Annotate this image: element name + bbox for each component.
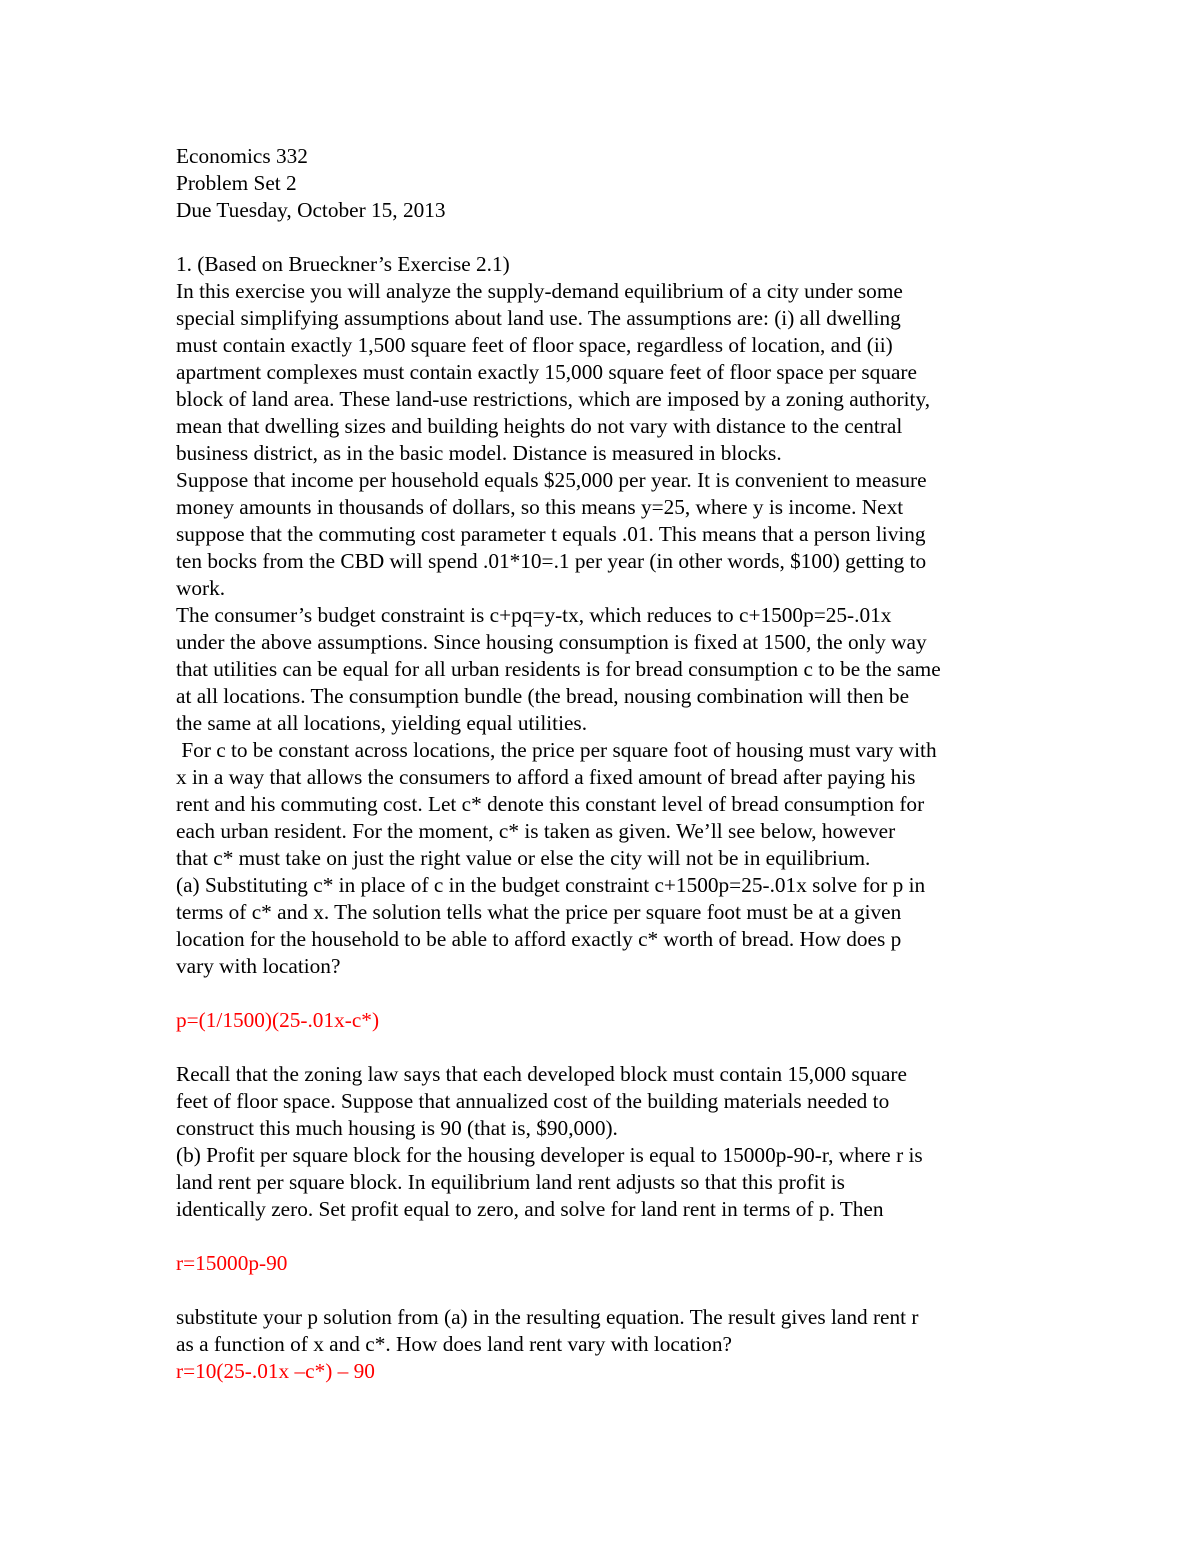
text-line: In this exercise you will analyze the supply-demand equilibrium of a city under some xyxy=(176,279,903,303)
text-line: that utilities can be equal for all urban residents is for bread consumption c to be the same xyxy=(176,657,941,681)
text-line: money amounts in thousands of dollars, so this means y=25, where y is income. Next xyxy=(176,495,904,519)
text-line: (b) Profit per square block for the housing developer is equal to 15000p-90-r, where r is xyxy=(176,1143,923,1167)
text-line: as a function of x and c*. How does land rent vary with location? xyxy=(176,1332,732,1356)
text-line: rent and his commuting cost. Let c* denote this constant level of bread consumption for xyxy=(176,792,925,816)
text-line: work. xyxy=(176,576,226,600)
text-line: that c* must take on just the right value or else the city will not be in equilibrium. xyxy=(176,846,871,870)
text-line: construct this much housing is 90 (that is, $90,000). xyxy=(176,1116,618,1140)
text-line: Recall that the zoning law says that each developed block must contain 15,000 square xyxy=(176,1062,907,1086)
text-line: business district, as in the basic model. Distance is measured in blocks. xyxy=(176,441,782,465)
text-line: at all locations. The consumption bundle (the bread, nousing combination will then be xyxy=(176,684,910,708)
text-line: feet of floor space. Suppose that annualized cost of the building materials needed to xyxy=(176,1089,890,1113)
spacer xyxy=(176,980,1036,1007)
text-line: substitute your p solution from (a) in the resulting equation. The result gives land rent r xyxy=(176,1305,919,1329)
text-line: identically zero. Set profit equal to zero, and solve for land rent in terms of p. Then xyxy=(176,1197,884,1221)
text-line: special simplifying assumptions about land use. The assumptions are: (i) all dwelling xyxy=(176,306,901,330)
due-date: Due Tuesday, October 15, 2013 xyxy=(176,198,446,222)
answer-b-rent-equation: r=15000p-90 xyxy=(176,1251,288,1275)
text-line: land rent per square block. In equilibrium land rent adjusts so that this profit is xyxy=(176,1170,845,1194)
text-line: Suppose that income per household equals $25,000 per year. It is convenient to measure xyxy=(176,468,927,492)
document-page xyxy=(176,143,1036,1385)
text-line: vary with location? xyxy=(176,954,341,978)
spacer xyxy=(176,1034,1036,1061)
answer-b-rent-function: r=10(25-.01x –c*) – 90 xyxy=(176,1359,375,1383)
text-line: apartment complexes must contain exactly 15,000 square feet of floor space per square xyxy=(176,360,917,384)
text-line: For c to be constant across locations, the price per square foot of housing must vary with xyxy=(176,738,937,762)
spacer xyxy=(176,224,1036,251)
text-line: block of land area. These land-use restrictions, which are imposed by a zoning authority, xyxy=(176,387,931,411)
text-line: terms of c* and x. The solution tells what the price per square foot must be at a given xyxy=(176,900,902,924)
text-line: 1. (Based on Brueckner’s Exercise 2.1) xyxy=(176,252,510,276)
text-line: (a) Substituting c* in place of c in the budget constraint c+1500p=25-.01x solve for p in xyxy=(176,873,926,897)
spacer xyxy=(176,1277,1036,1304)
text-line: location for the household to be able to afford exactly c* worth of bread. How does p xyxy=(176,927,902,951)
text-line: each urban resident. For the moment, c* is taken as given. We’ll see below, however xyxy=(176,819,896,843)
spacer xyxy=(176,1223,1036,1250)
problem-set-title: Problem Set 2 xyxy=(176,171,297,195)
text-line: ten bocks from the CBD will spend .01*10=.1 per year (in other words, $100) getting to xyxy=(176,549,927,573)
text-line: suppose that the commuting cost parameter t equals .01. This means that a person living xyxy=(176,522,926,546)
text-line: The consumer’s budget constraint is c+pq=y-tx, which reduces to c+1500p=25-.01x xyxy=(176,603,892,627)
text-line: the same at all locations, yielding equal utilities. xyxy=(176,711,588,735)
course-title: Economics 332 xyxy=(176,144,308,168)
answer-a: p=(1/1500)(25-.01x-c*) xyxy=(176,1008,380,1032)
text-line: under the above assumptions. Since housing consumption is fixed at 1500, the only way xyxy=(176,630,927,654)
text-line: must contain exactly 1,500 square feet of floor space, regardless of location, and (ii) xyxy=(176,333,893,357)
text-line: mean that dwelling sizes and building heights do not vary with distance to the central xyxy=(176,414,903,438)
text-line: x in a way that allows the consumers to afford a fixed amount of bread after paying his xyxy=(176,765,916,789)
